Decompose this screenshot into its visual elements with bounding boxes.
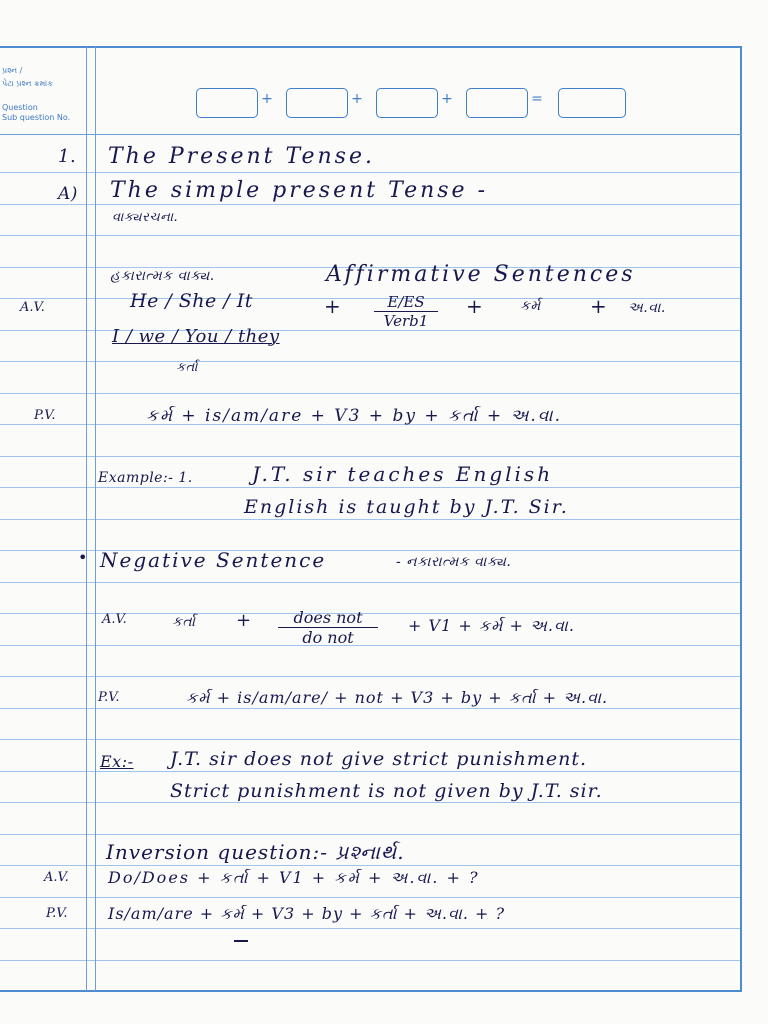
- does-not-fraction: [278, 608, 378, 647]
- margin-line: [86, 46, 87, 991]
- section-title: The simple present Tense -: [110, 178, 488, 203]
- verb1-denominator: Verb1: [383, 312, 429, 330]
- es-numerator: E/ES: [374, 293, 438, 312]
- inv-av-formula: Do/Does + કર્તા + V1 + કર્મ + અ.વા. + ?: [108, 868, 480, 887]
- page-border-top: [0, 46, 742, 48]
- ruled-line: [0, 739, 742, 740]
- affirmative-label-en: Affirmative Sentences: [326, 262, 636, 287]
- neg-av-rest: + V1 + કર્મ + અ.વા.: [408, 616, 575, 635]
- ruled-line: [0, 519, 742, 520]
- rest-gu: અ.વા.: [628, 300, 666, 316]
- ruled-line: [0, 172, 742, 173]
- example-1-passive: English is taught by J.T. Sir.: [244, 496, 569, 518]
- neg-pv-label: P.V.: [98, 690, 120, 705]
- score-operator: +: [351, 91, 363, 107]
- es-verb-fraction: [374, 293, 438, 330]
- neg-pv-formula: કર્મ + is/am/are/ + not + V3 + by + કર્તા + અ.વા.: [186, 688, 609, 707]
- question-label-gu: પ્રશ્ન /: [2, 66, 23, 75]
- negative-label-gu: - નકારાત્મક વાક્ય.: [396, 554, 512, 570]
- ruled-line: [0, 582, 742, 583]
- inv-pv-label: P.V.: [46, 906, 68, 921]
- ruled-line: [0, 865, 742, 866]
- ex-sentence-passive: Strict punishment is not given by J.T. sir.: [170, 780, 603, 802]
- negative-label-en: Negative Sentence: [100, 548, 327, 572]
- item-number: 1.: [58, 146, 77, 167]
- page-border-right: [740, 46, 742, 991]
- object-gu: કર્મ: [520, 298, 541, 314]
- ruled-line: [0, 708, 742, 709]
- pv-label: P.V.: [34, 408, 56, 423]
- score-total-box: [558, 88, 626, 118]
- subject-i-we-you-they: I / we / You / they: [112, 326, 280, 347]
- plus-sign: +: [236, 610, 252, 631]
- ruled-line: [0, 235, 742, 236]
- score-operator: +: [441, 91, 453, 107]
- header-divider: [0, 134, 742, 135]
- inv-pv-formula: Is/am/are + કર્મ + V3 + by + કર્તા + અ.વા. + ?: [108, 904, 506, 923]
- section-title-gu: વાક્યરચના.: [112, 210, 179, 225]
- bullet: •: [78, 548, 88, 567]
- page-border-bottom: [0, 990, 742, 992]
- ruled-line: [0, 771, 742, 772]
- example-label: Example:- 1.: [98, 470, 193, 486]
- av-label: A.V.: [20, 300, 45, 315]
- affirmative-label-gu: હકારાત્મક વાક્ય.: [110, 268, 215, 284]
- score-box: [196, 88, 258, 118]
- subquestion-label-gu: પેટા પ્રશ્ન ક્રમાંક: [2, 79, 53, 88]
- inversion-title: Inversion question:- પ્રશ્નાર્થ.: [106, 840, 405, 864]
- neg-av-label: A.V.: [102, 612, 127, 627]
- score-box: [286, 88, 348, 118]
- subquestion-label-en: Sub question No.: [2, 113, 71, 122]
- score-box: [376, 88, 438, 118]
- ruled-line: [0, 676, 742, 677]
- ruled-line: [0, 897, 742, 898]
- pen-mark: [234, 940, 248, 942]
- question-label-en: Question: [2, 103, 38, 112]
- subject-he-she-it: He / She / It: [130, 290, 253, 312]
- plus-sign: +: [324, 294, 342, 318]
- section-marker: A): [58, 184, 78, 204]
- inv-av-label: A.V.: [44, 870, 69, 885]
- neg-subject-gu: કર્તા: [172, 614, 196, 630]
- plus-sign: +: [590, 294, 608, 318]
- notes-title: The Present Tense.: [108, 144, 375, 169]
- score-box: [466, 88, 528, 118]
- ex-label: Ex:-: [100, 752, 134, 771]
- ruled-line: [0, 928, 742, 929]
- ruled-line: [0, 802, 742, 803]
- ruled-line: [0, 393, 742, 394]
- ruled-line: [0, 298, 742, 299]
- ruled-line: [0, 361, 742, 362]
- ruled-line: [0, 204, 742, 205]
- pv-formula: કર્મ + is/am/are + V3 + by + કર્તા + અ.વા.: [146, 406, 562, 426]
- ruled-line: [0, 487, 742, 488]
- margin-line: [95, 46, 96, 991]
- ruled-line: [0, 960, 742, 961]
- ex-sentence-active: J.T. sir does not give strict punishment.: [170, 748, 588, 770]
- does-not-numerator: does not: [278, 608, 378, 628]
- ruled-line: [0, 456, 742, 457]
- do-not-denominator: do not: [302, 628, 354, 647]
- example-1-active: J.T. sir teaches English: [252, 462, 554, 486]
- ruled-line: [0, 834, 742, 835]
- score-operator: =: [531, 91, 543, 107]
- score-operator: +: [261, 91, 273, 107]
- subject-gu: કર્તા: [176, 360, 198, 375]
- plus-sign: +: [466, 294, 484, 318]
